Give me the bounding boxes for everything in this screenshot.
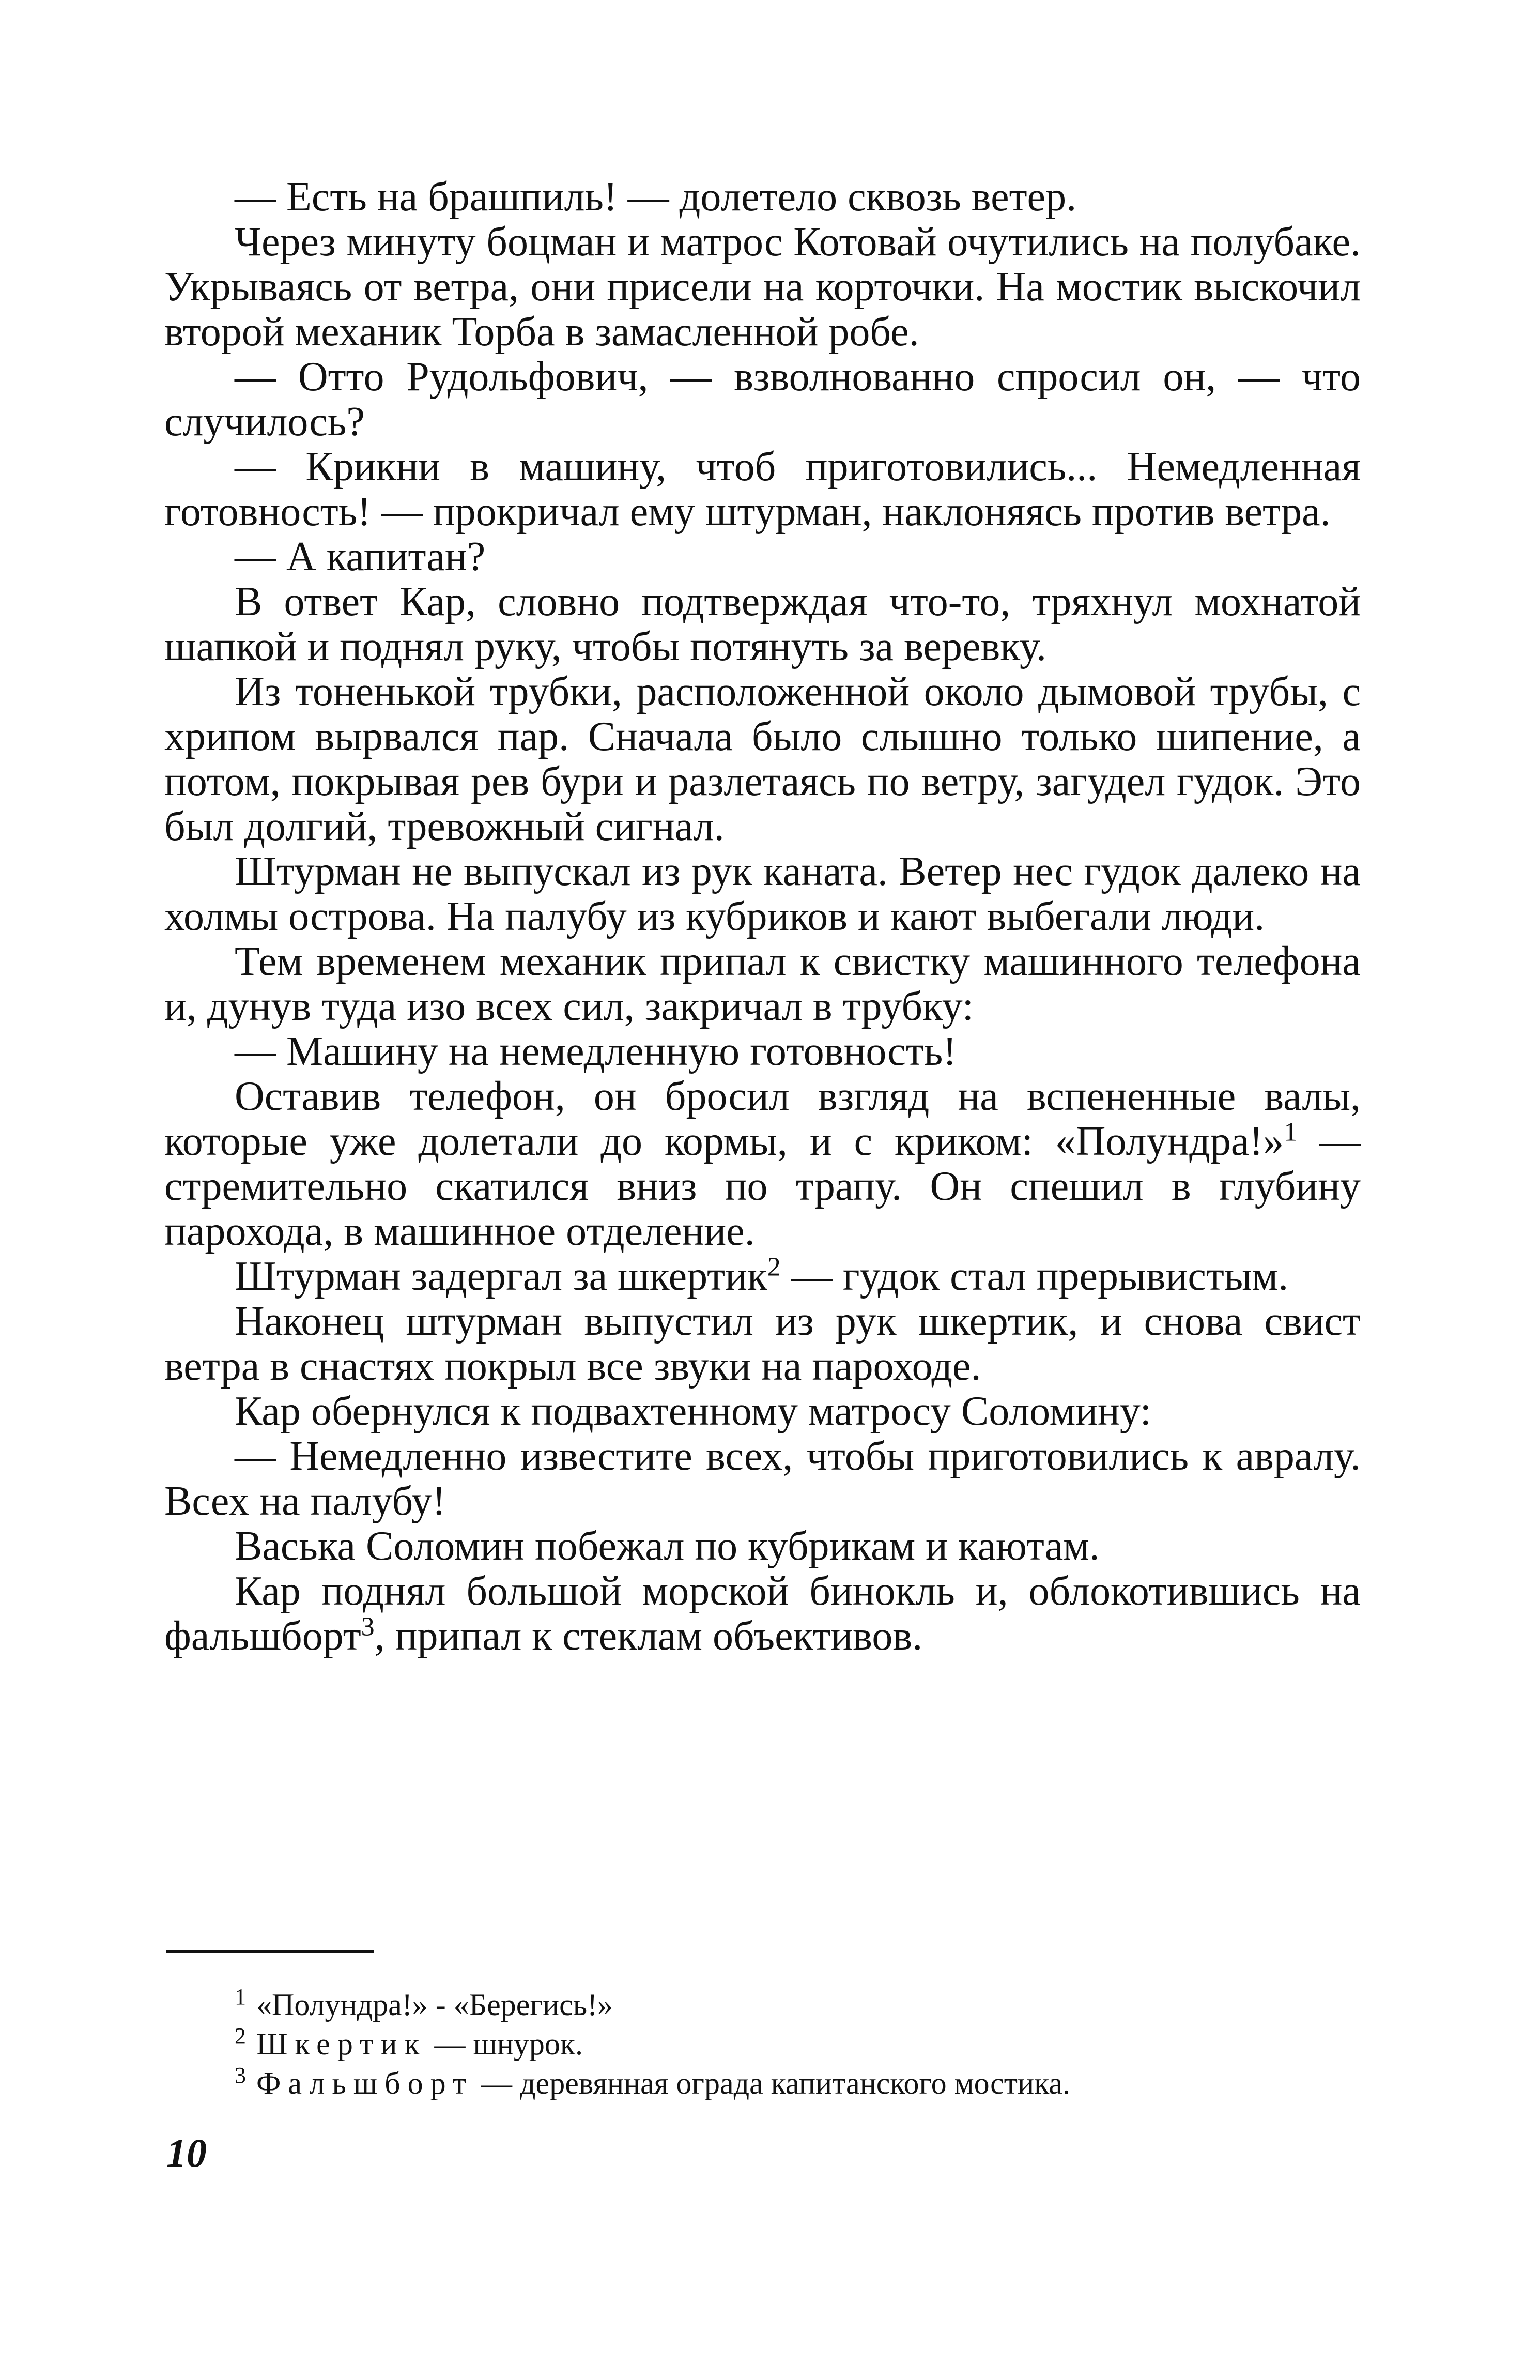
footnote-term: Фальшборт <box>256 2066 474 2100</box>
paragraph <box>164 1569 1361 1659</box>
footnote-text: — деревянная ограда капитанского мостика. <box>473 2066 1070 2100</box>
main-text <box>164 175 1361 1659</box>
paragraph-text: — стремительно скатился вниз по трапу. Он спешил в глубину парохода, в машинное отделение. <box>164 1119 1361 1254</box>
footnote-reference: 3 <box>361 1612 375 1642</box>
paragraph: — Крикни в машину, чтоб приготовились... Немедленная готовность! — прокричал ему штурман, наклоняясь против ветра. <box>164 444 1361 535</box>
paragraph-text: Оставив телефон, он бросил взгляд на вспененные валы, которые уже долетали до кормы, и с криком: «Полундра!» <box>164 1074 1361 1164</box>
paragraph: Наконец штурман выпустил из рук шкертик, и снова свист ветра в снастях покрыл все звуки на пароходе. <box>164 1299 1361 1389</box>
footnote-reference: 1 <box>1284 1117 1298 1147</box>
paragraph: — Есть на брашпиль! — долетело сквозь ветер. <box>235 174 1077 220</box>
paragraph: — А капитан? <box>235 534 486 579</box>
page-number: 10 <box>166 2130 207 2175</box>
paragraph-text: — гудок стал прерывистым. <box>780 1254 1289 1299</box>
paragraph: — Отто Рудольфович, — взволнованно спросил он, — что случилось? <box>164 354 1361 445</box>
footnote <box>164 1985 1361 2024</box>
paragraph <box>164 1254 1361 1299</box>
paragraph: Через минуту боцман и матрос Котовай очутились на полубаке. Укрываясь от ветра, они присели на корточки. На мостик выскочил второй механик Торба в замасленной робе. <box>164 219 1361 355</box>
paragraph-text: Штурман задергал за шкертик <box>235 1254 767 1299</box>
footnote-term: Шкертик <box>256 2027 427 2061</box>
paragraph: Васька Соломин побежал по кубрикам и каютам. <box>235 1523 1100 1569</box>
footnote-reference: 2 <box>767 1252 781 1282</box>
footnote-number: 3 <box>235 2063 246 2088</box>
footnote-number: 1 <box>235 1984 246 2009</box>
footnote-text: — шнурок. <box>426 2027 583 2061</box>
paragraph: Из тоненькой трубки, расположенной около дымовой трубы, с хрипом вырвался пар. Сначала было слышно только шипение, а потом, покрывая рев бури и разлетаясь по ветру, загудел гудок. Это был долгий, тревожный сигнал. <box>164 669 1361 849</box>
paragraph-text: Кар поднял большой морской бинокль и, облокотившись на фальшборт <box>164 1568 1361 1659</box>
footnote-text: - «Берегись!» <box>427 1988 613 2022</box>
paragraph: Штурман не выпускал из рук каната. Ветер нес гудок далеко на холмы острова. На палубу из кубриков и кают выбегали люди. <box>164 849 1361 939</box>
footnotes <box>164 1985 1361 2103</box>
footnote-term: «Полундра!» <box>256 1988 428 2022</box>
footnote-separator <box>166 1950 374 1953</box>
footnote-number: 2 <box>235 2023 246 2049</box>
paragraph <box>164 1074 1361 1254</box>
paragraph: Кар обернулся к подвахтенному матросу Соломину: <box>235 1389 1152 1434</box>
paragraph: — Машину на немедленную готовность! <box>235 1029 957 1074</box>
footnote <box>164 2024 1361 2064</box>
paragraph: — Немедленно известите всех, чтобы приготовились к авралу. Всех на палубу! <box>164 1433 1361 1524</box>
paragraph-text: , припал к стеклам объективов. <box>374 1613 923 1659</box>
paragraph: Тем временем механик припал к свистку машинного телефона и, дунув туда изо всех сил, закричал в трубку: <box>164 939 1361 1029</box>
footnote <box>164 2064 1361 2103</box>
paragraph: В ответ Кар, словно подтверждая что-то, тряхнул мохнатой шапкой и поднял руку, чтобы потянуть за веревку. <box>164 579 1361 669</box>
